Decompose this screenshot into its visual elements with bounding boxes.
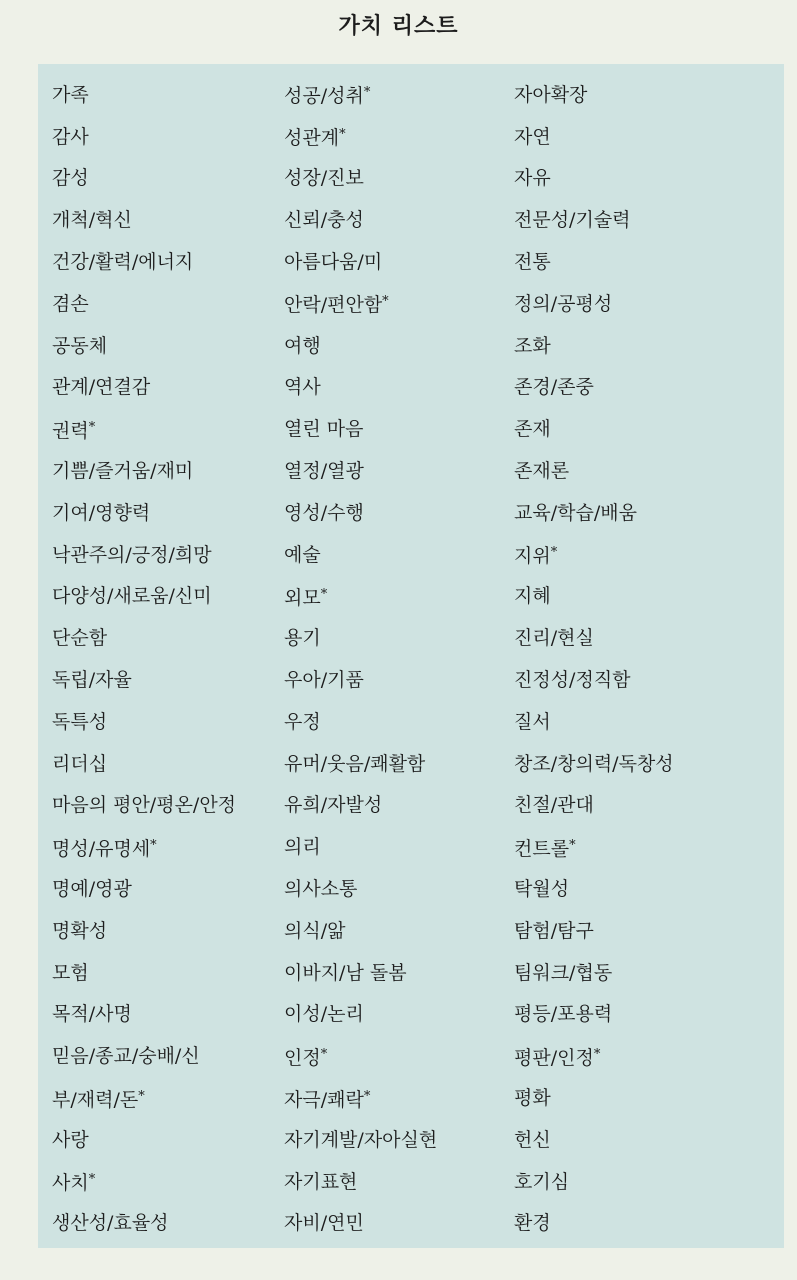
value-cell: 의사소통: [284, 878, 358, 901]
value-cell: 평판/인정*: [514, 1046, 601, 1069]
value-cell: 자기계발/자아실현: [284, 1128, 438, 1151]
table-row: [38, 74, 784, 116]
value-cell: 진정성/정직함: [514, 669, 631, 692]
value-cell: 교육/학습/배움: [514, 501, 637, 524]
value-cell: 명확성: [52, 919, 108, 942]
value-cell: 열린 마음: [284, 418, 364, 441]
value-cell: 조화: [514, 334, 551, 357]
value-cell: 지혜: [514, 585, 551, 608]
value-cell: 성장/진보: [284, 167, 364, 190]
table-row: [38, 910, 784, 952]
table-row: [38, 701, 784, 743]
table-row: [38, 1161, 784, 1203]
value-cell: 아름다움/미: [284, 251, 383, 274]
value-cell: 이바지/남 돌봄: [284, 961, 407, 984]
table-row: [38, 1119, 784, 1161]
value-cell: 사랑: [52, 1128, 89, 1151]
value-cell: 창조/창의력/독창성: [514, 752, 674, 775]
value-cell: 독특성: [52, 710, 108, 733]
value-cell: 용기: [284, 627, 321, 650]
value-cell: 컨트롤*: [514, 837, 576, 860]
table-row: [38, 994, 784, 1036]
table-row: [38, 785, 784, 827]
table-row: [38, 408, 784, 450]
value-cell: 리더십: [52, 752, 108, 775]
value-cell: 안락/편안함*: [284, 294, 389, 317]
value-cell: 영성/수행: [284, 501, 364, 524]
value-cell: 존경/존중: [514, 376, 594, 399]
value-cell: 유희/자발성: [284, 794, 383, 817]
value-cell: 목적/사명: [52, 1003, 132, 1026]
value-cell: 믿음/종교/숭배/신: [52, 1045, 200, 1068]
value-cell: 개척/혁신: [52, 209, 132, 232]
table-row: [38, 659, 784, 701]
value-cell: 전통: [514, 251, 551, 274]
value-cell: 마음의 평안/평온/안정: [52, 794, 237, 817]
value-cell: 전문성/기술력: [514, 209, 631, 232]
value-cell: 자기표현: [284, 1170, 358, 1193]
value-cell: 가족: [52, 83, 89, 106]
value-cell: 모험: [52, 961, 89, 984]
value-cell: 감사: [52, 125, 89, 148]
table-row: [38, 450, 784, 492]
value-cell: 의식/앎: [284, 919, 346, 942]
value-cell: 정의/공평성: [514, 292, 613, 315]
value-cell: 존재: [514, 418, 551, 441]
value-cell: 권력*: [52, 419, 96, 442]
value-cell: 외모*: [284, 586, 328, 609]
table-row: [38, 826, 784, 868]
table-row: [38, 241, 784, 283]
value-cell: 역사: [284, 376, 321, 399]
value-cell: 감성: [52, 167, 89, 190]
value-cell: 평화: [514, 1087, 551, 1110]
value-cell: 공동체: [52, 334, 108, 357]
value-cell: 관계/연결감: [52, 376, 151, 399]
table-row: [38, 743, 784, 785]
value-cell: 생산성/효율성: [52, 1212, 169, 1235]
value-cell: 평등/포용력: [514, 1003, 613, 1026]
table-row: [38, 367, 784, 409]
value-cell: 존재론: [514, 460, 570, 483]
value-cell: 명성/유명세*: [52, 837, 157, 860]
values-table: [38, 64, 784, 1248]
value-cell: 인정*: [284, 1046, 328, 1069]
value-cell: 친절/관대: [514, 794, 594, 817]
value-cell: 성공/성취*: [284, 85, 371, 108]
value-cell: 예술: [284, 543, 321, 566]
value-cell: 겸손: [52, 292, 89, 315]
table-row: [38, 1035, 784, 1077]
value-cell: 부/재력/돈*: [52, 1088, 145, 1111]
table-row: [38, 534, 784, 576]
table-row: [38, 952, 784, 994]
page-title: 가치 리스트: [338, 14, 459, 39]
value-cell: 성관계*: [284, 127, 346, 150]
value-cell: 질서: [514, 710, 551, 733]
table-row: [38, 1203, 784, 1245]
table-row: [38, 199, 784, 241]
value-cell: 자연: [514, 125, 551, 148]
value-cell: 환경: [514, 1212, 551, 1235]
value-cell: 진리/현실: [514, 627, 594, 650]
value-cell: 유머/웃음/쾌활함: [284, 752, 426, 775]
table-row: [38, 617, 784, 659]
value-cell: 우아/기품: [284, 669, 364, 692]
value-cell: 다양성/새로움/신미: [52, 585, 212, 608]
table-row: [38, 283, 784, 325]
value-cell: 자극/쾌락*: [284, 1088, 371, 1111]
value-cell: 의리: [284, 836, 321, 859]
value-cell: 호기심: [514, 1170, 570, 1193]
table-row: [38, 1077, 784, 1119]
value-cell: 우정: [284, 710, 321, 733]
value-cell: 열정/열광: [284, 460, 364, 483]
value-cell: 이성/논리: [284, 1003, 364, 1026]
table-row: [38, 576, 784, 618]
value-cell: 기쁨/즐거움/재미: [52, 460, 194, 483]
value-cell: 자아확장: [514, 83, 588, 106]
value-cell: 헌신: [514, 1128, 551, 1151]
value-cell: 사치*: [52, 1172, 96, 1195]
table-row: [38, 868, 784, 910]
table-row: [38, 492, 784, 534]
value-cell: 독립/자율: [52, 669, 132, 692]
value-cell: 낙관주의/긍정/희망: [52, 543, 212, 566]
value-cell: 건강/활력/에너지: [52, 251, 194, 274]
value-cell: 여행: [284, 334, 321, 357]
value-cell: 명예/영광: [52, 878, 132, 901]
value-cell: 신뢰/충성: [284, 209, 364, 232]
value-cell: 탁월성: [514, 878, 570, 901]
table-row: [38, 158, 784, 200]
table-row: [38, 116, 784, 158]
value-cell: 팀워크/협동: [514, 961, 613, 984]
value-cell: 자비/연민: [284, 1212, 364, 1235]
table-row: [38, 325, 784, 367]
value-cell: 자유: [514, 167, 551, 190]
value-cell: 지위*: [514, 545, 558, 568]
value-cell: 기여/영향력: [52, 501, 151, 524]
value-cell: 단순함: [52, 627, 108, 650]
value-cell: 탐험/탐구: [514, 919, 594, 942]
